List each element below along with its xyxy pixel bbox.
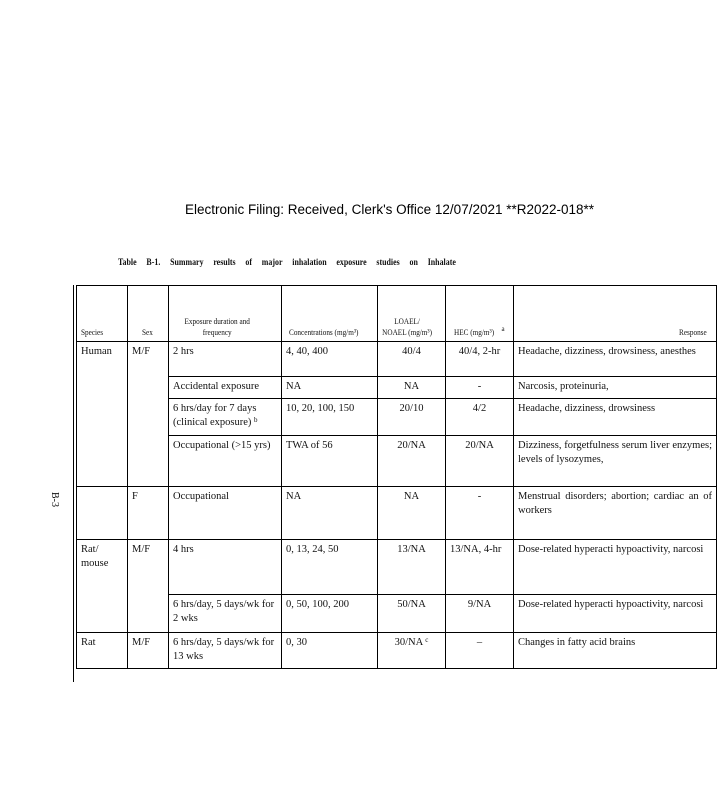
cell-concentrations: 4, 40, 400 xyxy=(282,342,378,377)
cell-concentrations: 0, 50, 100, 200 xyxy=(282,595,378,633)
table-row xyxy=(77,633,717,669)
cell-species: Rat xyxy=(77,633,128,669)
cell-response: Dizziness, forgetfulness serum liver enzymes; levels of lysozymes, xyxy=(514,436,717,487)
cell-concentrations: 0, 30 xyxy=(282,633,378,669)
cell-loael: 40/4 xyxy=(378,342,446,377)
cell-exposure: 4 hrs xyxy=(169,540,282,595)
cell-hec: 40/4, 2-hr xyxy=(446,342,514,377)
cell-response: Changes in fatty acid brains xyxy=(514,633,717,669)
caption-word: Inhalate xyxy=(427,257,456,267)
cell-concentrations: 0, 13, 24, 50 xyxy=(282,540,378,595)
electronic-filing-header: Electronic Filing: Received, Clerk's Office 12/07/2021 **R2022-018** xyxy=(185,202,595,217)
cell-concentrations: NA xyxy=(282,487,378,540)
caption-word: results xyxy=(213,257,236,267)
table-row xyxy=(77,540,717,595)
table-row xyxy=(77,595,717,633)
cell-loael: 50/NA xyxy=(378,595,446,633)
cell-species-continued xyxy=(77,487,128,540)
cell-concentrations: 10, 20, 100, 150 xyxy=(282,399,378,436)
results-table xyxy=(76,285,717,669)
table-row xyxy=(77,342,717,377)
cell-exposure: 6 hrs/day, 5 days/wk for 2 wks xyxy=(169,595,282,633)
cell-exposure: 6 hrs/day, 5 days/wk for 13 wks xyxy=(169,633,282,669)
cell-loael: 20/NA xyxy=(378,436,446,487)
caption-word: of xyxy=(245,257,253,267)
cell-response: Dose-related hyperacti hypoactivity, narcosi xyxy=(514,540,717,595)
table-row xyxy=(77,436,717,487)
cell-loael xyxy=(378,633,446,669)
table-header-row xyxy=(77,286,717,342)
table-row xyxy=(77,399,717,436)
table-caption xyxy=(118,257,456,267)
cell-exposure xyxy=(169,399,282,436)
cell-hec: – xyxy=(446,633,514,669)
cell-response: Narcosis, proteinuria, xyxy=(514,377,717,399)
loael-footnote-marker: c xyxy=(425,636,429,644)
cell-loael: 20/10 xyxy=(378,399,446,436)
col-header-hec: HEC (mg/m³) $^a$ xyxy=(446,286,514,342)
caption-word: Table xyxy=(118,257,137,267)
caption-word: Summary xyxy=(170,257,204,267)
col-header-sex: Sex xyxy=(128,286,169,342)
cell-response: Menstrual disorders; abortion; cardiac an of workers xyxy=(514,487,717,540)
table-row xyxy=(77,377,717,399)
exposure-text: 6 hrs/day for 7 days (clinical exposure) xyxy=(173,403,257,428)
cell-sex: M/F xyxy=(128,633,169,669)
caption-word: inhalation xyxy=(292,257,327,267)
cell-sex: M/F xyxy=(128,342,169,487)
cell-concentrations: TWA of 56 xyxy=(282,436,378,487)
cell-loael: NA xyxy=(378,377,446,399)
cell-hec: - xyxy=(446,377,514,399)
col-header-concentrations: Concentrations (mg/m³) xyxy=(282,286,378,342)
cell-response: Headache, dizziness, drowsiness, anesthes xyxy=(514,342,717,377)
cell-hec: 9/NA xyxy=(446,595,514,633)
loael-text: 30/NA xyxy=(394,637,423,648)
cell-exposure: 2 hrs xyxy=(169,342,282,377)
col-header-species: Species xyxy=(77,286,128,342)
caption-word: exposure xyxy=(336,257,367,267)
hec-footnote-marker: a xyxy=(501,325,505,333)
cell-concentrations: NA xyxy=(282,377,378,399)
cell-sex: M/F xyxy=(128,540,169,633)
cell-response: Dose-related hyperacti hypoactivity, narcosi xyxy=(514,595,717,633)
col-header-loael: LOAEL/ NOAEL (mg/m³) xyxy=(378,286,446,342)
cell-hec: - xyxy=(446,487,514,540)
cell-loael: NA xyxy=(378,487,446,540)
cell-hec: 20/NA xyxy=(446,436,514,487)
cell-hec: 4/2 xyxy=(446,399,514,436)
cell-response: Headache, dizziness, drowsiness xyxy=(514,399,717,436)
caption-word: on xyxy=(409,257,418,267)
caption-word: B-1. xyxy=(146,257,161,267)
exposure-footnote-marker: b xyxy=(254,416,258,424)
cell-exposure: Occupational xyxy=(169,487,282,540)
col-header-exposure: Exposure duration and frequency xyxy=(169,286,282,342)
cell-hec: 13/NA, 4-hr xyxy=(446,540,514,595)
col-header-response: Response xyxy=(514,286,717,342)
cell-sex: F xyxy=(128,487,169,540)
cell-exposure: Occupational (>15 yrs) xyxy=(169,436,282,487)
cell-species: Human xyxy=(77,342,128,487)
cell-loael: 13/NA xyxy=(378,540,446,595)
table-row xyxy=(77,487,717,540)
cell-species: Rat/ mouse xyxy=(77,540,128,633)
page-number: B-3 xyxy=(49,492,60,507)
results-table-wrapper xyxy=(73,285,712,682)
caption-word: major xyxy=(261,257,283,267)
table-outer-border xyxy=(73,285,74,682)
cell-exposure: Accidental exposure xyxy=(169,377,282,399)
caption-word: studies xyxy=(376,257,400,267)
